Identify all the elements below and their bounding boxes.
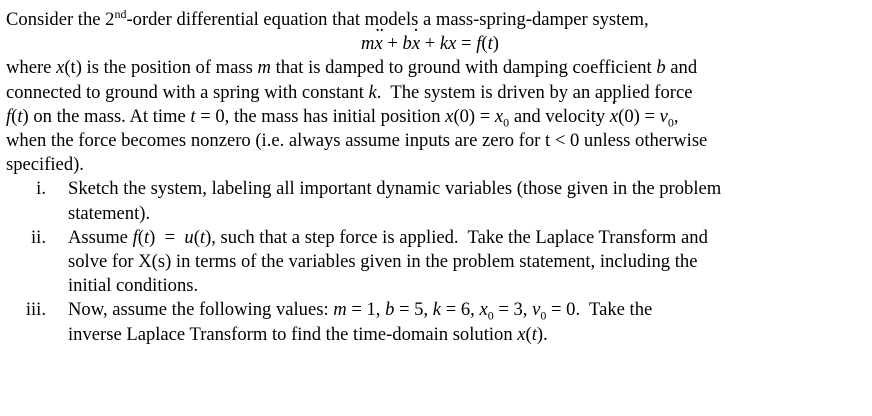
item-numeral: iii.	[25, 299, 46, 321]
intro-line-7: specified).	[6, 154, 84, 176]
intro-line-6: when the force becomes nonzero (i.e. always assume inputs are zero for t < 0 unless otherwise	[6, 130, 708, 152]
intro-line-4: connected to ground with a spring with constant k. The system is driven by an applied force	[6, 81, 693, 103]
item-line: Now, assume the following values: m = 1, b = 5, k = 6, $x_0 = 3$, $v_0 = 0$. Take the	[68, 299, 653, 324]
question-item-i	[6, 177, 872, 225]
intro-line-5: f(t) on the mass. At time t = 0, the mass has initial position $x(0) = x_0$ and velocity · $x(0) = v_0$,	[6, 105, 872, 129]
item-line: initial conditions.	[68, 275, 199, 297]
item-line: inverse Laplace Transform to find the time-domain solution x(t).	[68, 323, 548, 345]
question-item-iii	[6, 298, 872, 346]
item-line: solve for X(s) in terms of the variables given in the problem statement, including the	[68, 251, 698, 273]
intro-line-3: where x(t) is the position of mass m that is damped to ground with damping coefficient b and	[6, 57, 698, 79]
item-line: Sketch the system, labeling all important dynamic variables (those given in the problem	[68, 178, 722, 200]
differential-equation: m·· x + b· x + kx = f(t)	[6, 32, 872, 56]
item-numeral: i.	[36, 178, 46, 200]
item-line: Assume f(t) = u(t), such that a step force is applied. Take the Laplace Transform and	[68, 226, 708, 248]
question-item-ii	[6, 226, 872, 299]
intro-line-1: Consider the 2nd-order differential equation that models a mass-spring-damper system,	[6, 6, 649, 30]
item-line: statement).	[68, 202, 151, 224]
item-numeral: ii.	[31, 226, 46, 248]
